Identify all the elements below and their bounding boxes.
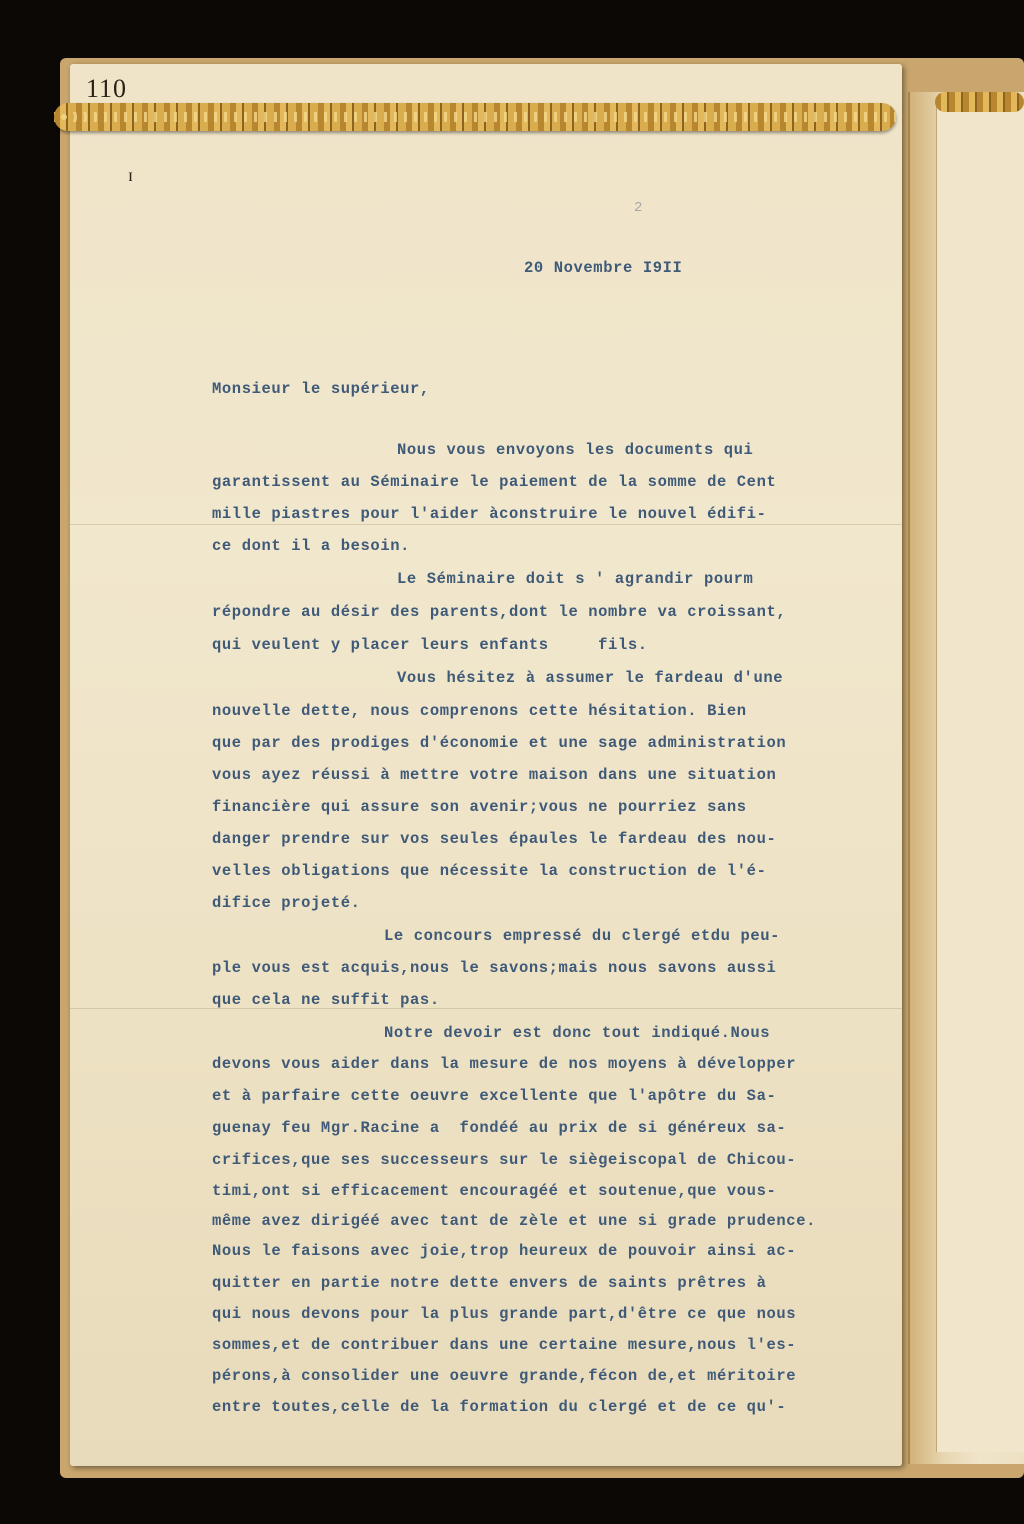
text-line: qui nous devons pour la plus grande part,d'être ce que nous bbox=[212, 1305, 797, 1323]
text-line: vous ayez réussi à mettre votre maison dans une situation bbox=[212, 766, 777, 784]
text-line: Le Séminaire doit s ' agrandir pourm bbox=[397, 570, 754, 588]
page-number: 110 bbox=[86, 74, 128, 103]
text-line: guenay feu Mgr.Racine a fondéé au prix de si généreux sa- bbox=[212, 1119, 787, 1137]
text-line: pérons,à consolider une oeuvre grande,fécon de,et méritoire bbox=[212, 1367, 797, 1385]
text-line: velles obligations que nécessite la construction de l'é- bbox=[212, 862, 767, 880]
corner-mark: ɪ bbox=[128, 165, 134, 185]
text-line: ple vous est acquis,nous le savons;mais nous savons aussi bbox=[212, 959, 777, 977]
text-line: danger prendre sur vos seules épaules le fardeau des nou- bbox=[212, 830, 777, 848]
text-line: Vous hésitez à assumer le fardeau d'une bbox=[397, 669, 784, 687]
text-line: quitter en partie notre dette envers de saints prêtres à bbox=[212, 1274, 767, 1292]
text-line: mille piastres pour l'aider àconstruire le nouvel édifi- bbox=[212, 505, 767, 523]
text-line: Nous vous envoyons les documents qui bbox=[397, 441, 754, 459]
text-line: timi,ont si efficacement encouragéé et soutenue,que vous- bbox=[212, 1182, 777, 1200]
text-line: devons vous aider dans la mesure de nos moyens à développer bbox=[212, 1055, 797, 1073]
text-line: Le concours empressé du clergé etdu peu- bbox=[384, 927, 781, 945]
text-line: ce dont il a besoin. bbox=[212, 537, 411, 555]
text-line: sommes,et de contribuer dans une certaine mesure,nous l'es- bbox=[212, 1336, 797, 1354]
ghost-page-number: 2 bbox=[634, 200, 643, 216]
text-line: qui veulent y placer leurs enfants fils. bbox=[212, 636, 648, 654]
text-line: et à parfaire cette oeuvre excellente que l'apôtre du Sa- bbox=[212, 1087, 777, 1105]
text-line: financière qui assure son avenir;vous ne pourriez sans bbox=[212, 798, 747, 816]
text-line: Nous le faisons avec joie,trop heureux de pouvoir ainsi ac- bbox=[212, 1242, 797, 1260]
text-line: répondre au désir des parents,dont le nombre va croissant, bbox=[212, 603, 787, 621]
text-line: Notre devoir est donc tout indiqué.Nous bbox=[384, 1024, 771, 1042]
text-line: garantissent au Séminaire le paiement de la somme de Cent bbox=[212, 473, 777, 491]
text-line: que cela ne suffit pas. bbox=[212, 991, 440, 1009]
text-line: que par des prodiges d'économie et une sage administration bbox=[212, 734, 787, 752]
text-line: même avez dirigéé avec tant de zèle et une si grade prudence. bbox=[212, 1212, 816, 1230]
text-line: nouvelle dette, nous comprenons cette hésitation. Bien bbox=[212, 702, 747, 720]
letter-date: 20 Novembre I9II bbox=[524, 259, 683, 277]
salutation: Monsieur le supérieur, bbox=[212, 380, 430, 398]
text-line: entre toutes,celle de la formation du clergé et de ce qu'- bbox=[212, 1398, 787, 1416]
text-line: difice projeté. bbox=[212, 894, 361, 912]
text-line: crifices,que ses successeurs sur le siègeiscopal de Chicou- bbox=[212, 1151, 797, 1169]
